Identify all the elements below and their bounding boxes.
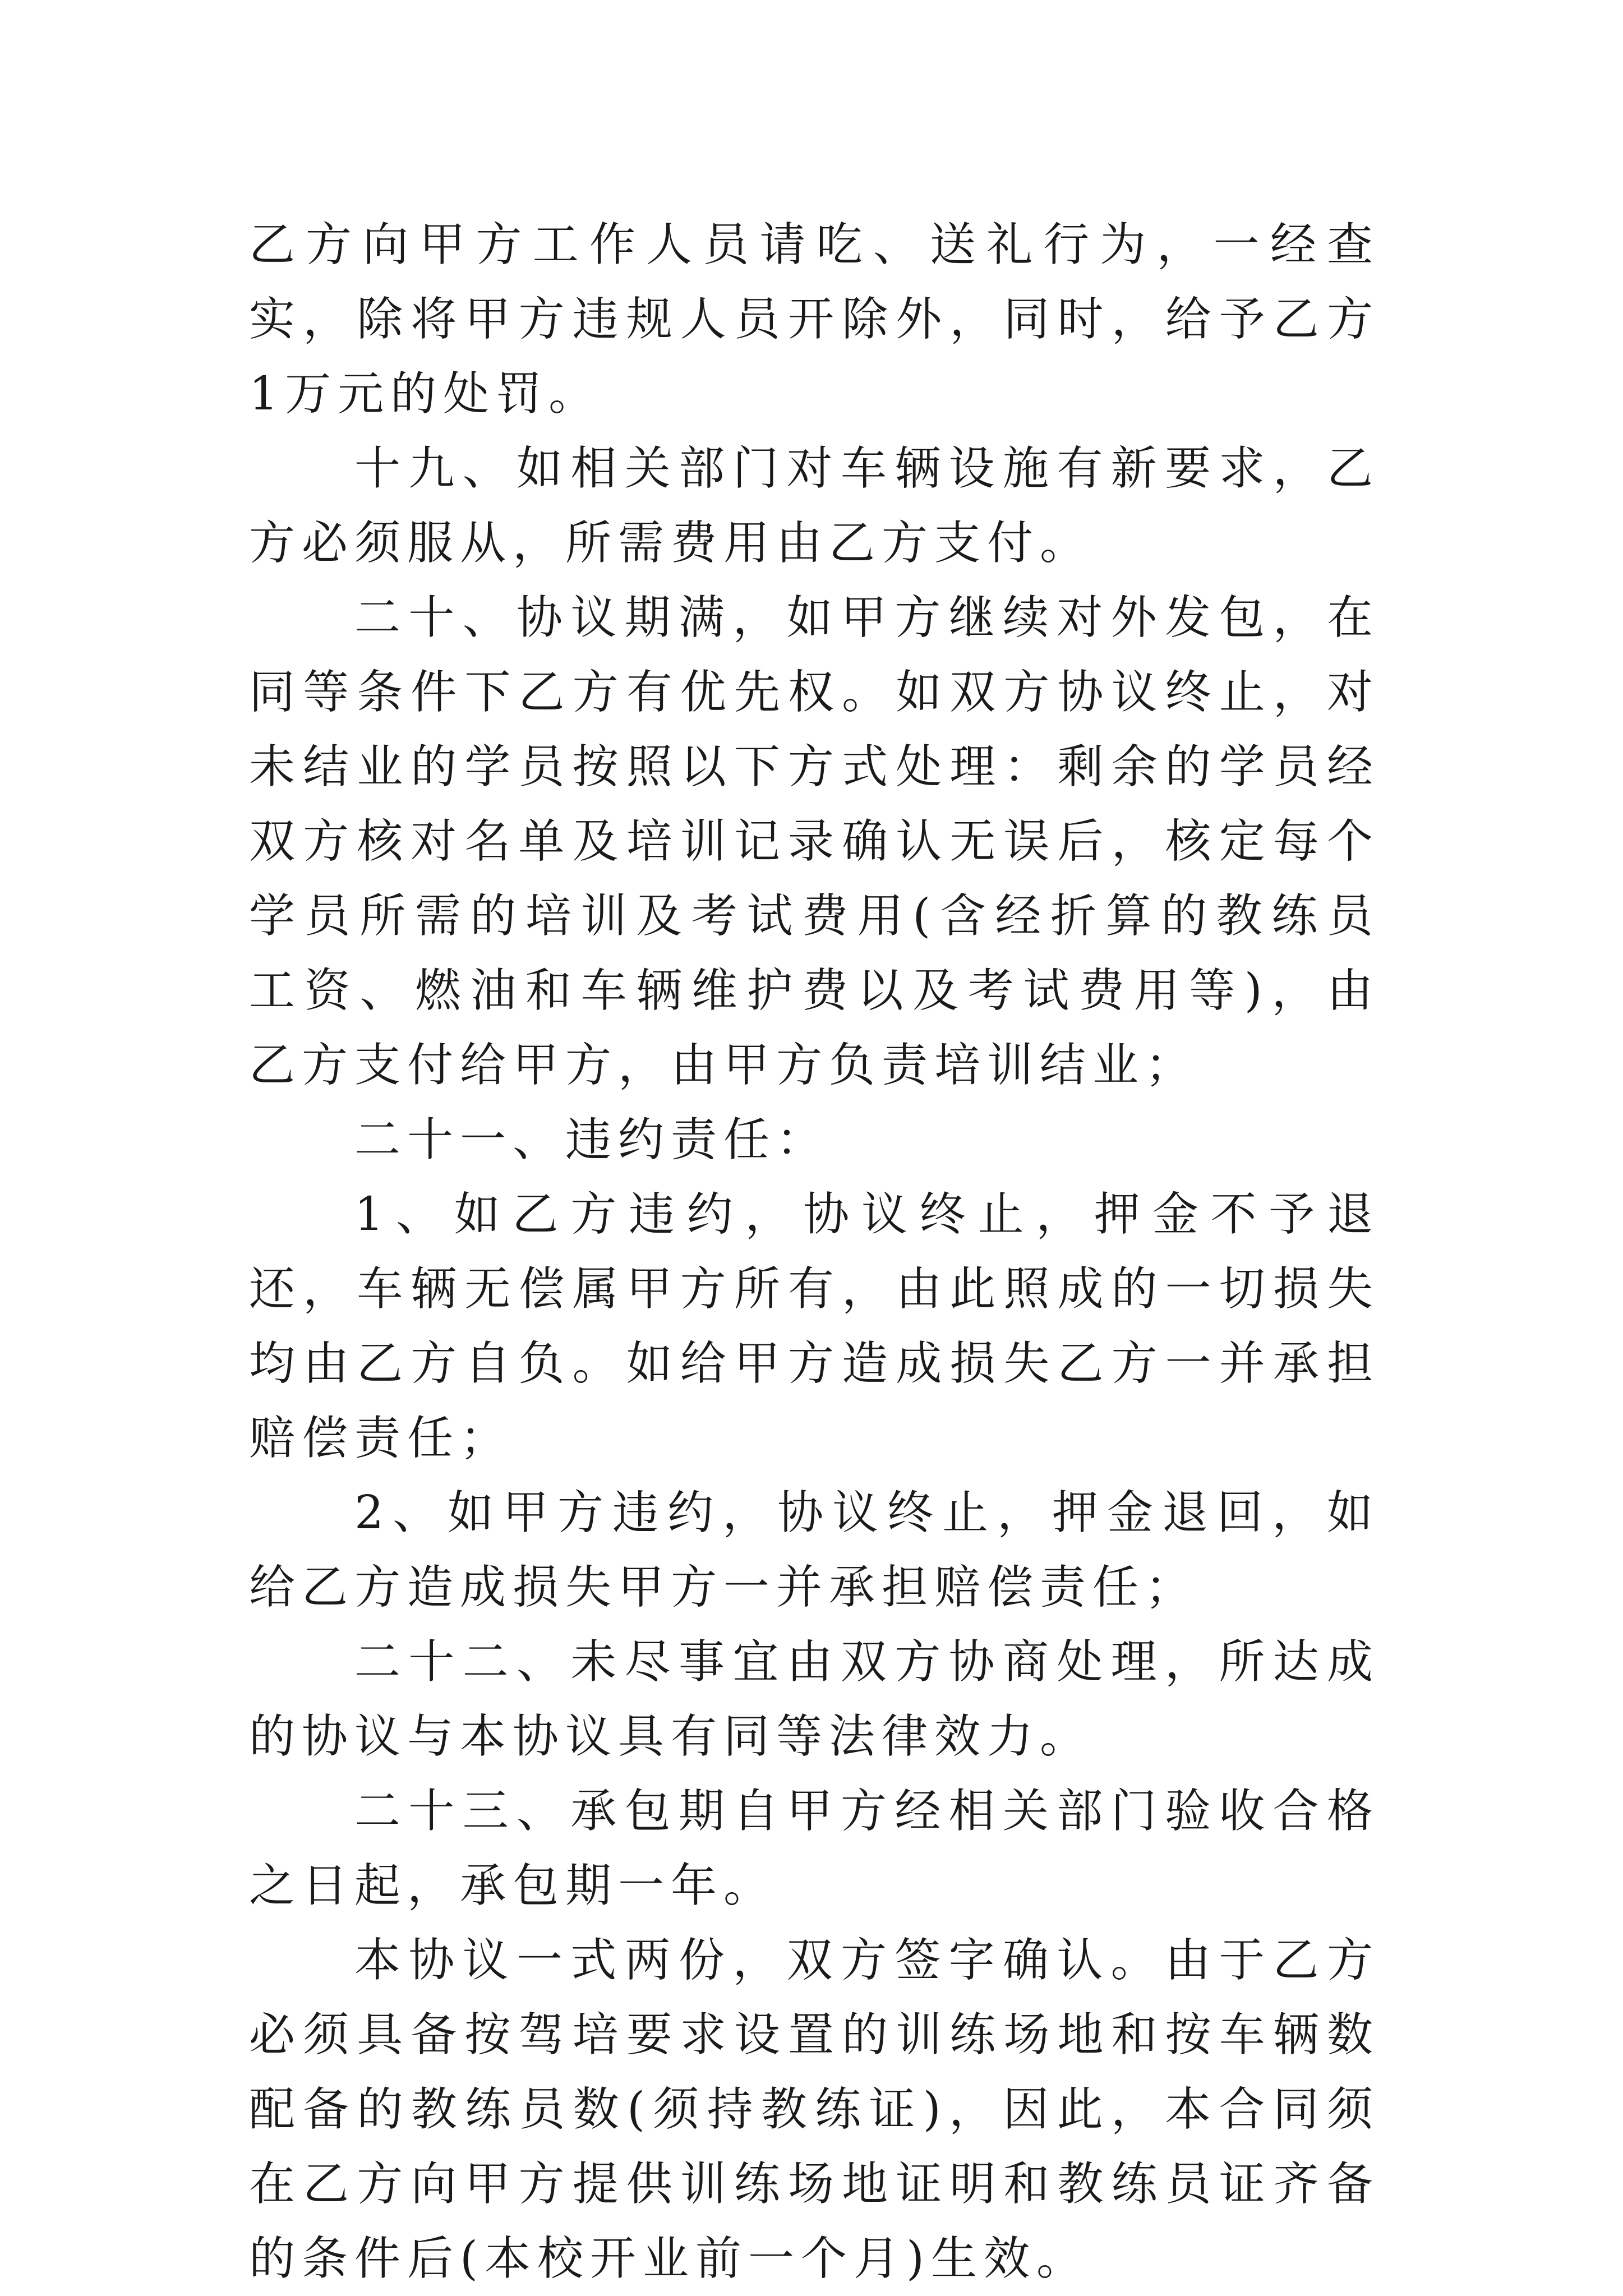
paragraph-clause-21-item-1: 1、如乙方违约，协议终止，押金不予退还，车辆无偿属甲方所有，由此照成的一切损失均由乙方自负。如给甲方造成损失乙方一并承担赔偿责任； — [249, 1188, 1380, 1465]
paragraph-clause-23: 二十三、承包期自甲方经相关部门验收合格之日起，承包期一年。 — [249, 1785, 1380, 1912]
paragraph-clause-21-heading: 二十一、违约责任： — [354, 1113, 829, 1167]
paragraph-closing: 本协议一式两份，双方签字确认。由于乙方必须具备按驾培要求设置的训练场地和按车辆数配备的教练员数(须持教练证)，因此，本合同须在乙方向甲方提供训练场地证明和教练员证齐备的条件后(本校开业前一个月)生效。 — [249, 1934, 1380, 2285]
paragraph-clause-22: 二十二、未尽事宜由双方协商处理，所达成的协议与本协议具有同等法律效力。 — [249, 1635, 1380, 1763]
paragraph-continuation: 乙方向甲方工作人员请吃、送礼行为，一经查实，除将甲方违规人员开除外，同时，给予乙方1万元的处罚。 — [249, 218, 1380, 421]
paragraph-clause-20: 二十、协议期满，如甲方继续对外发包，在同等条件下乙方有优先权。如双方协议终止，对未结业的学员按照以下方式处理：剩余的学员经双方核对名单及培训记录确认无误后，核定每个学员所需的培训及考试费用(含经折算的教练员工资、燃油和车辆维护费以及考试费用等)，由乙方支付给甲方，由甲方负责培训结业； — [249, 591, 1380, 1092]
paragraph-clause-21-item-2: 2、如甲方违约，协议终止，押金退回，如给乙方造成损失甲方一并承担赔偿责任； — [249, 1486, 1380, 1614]
document-body — [249, 208, 1380, 2296]
paragraph-clause-19: 十九、如相关部门对车辆设施有新要求，乙方必须服从，所需费用由乙方支付。 — [249, 442, 1380, 570]
